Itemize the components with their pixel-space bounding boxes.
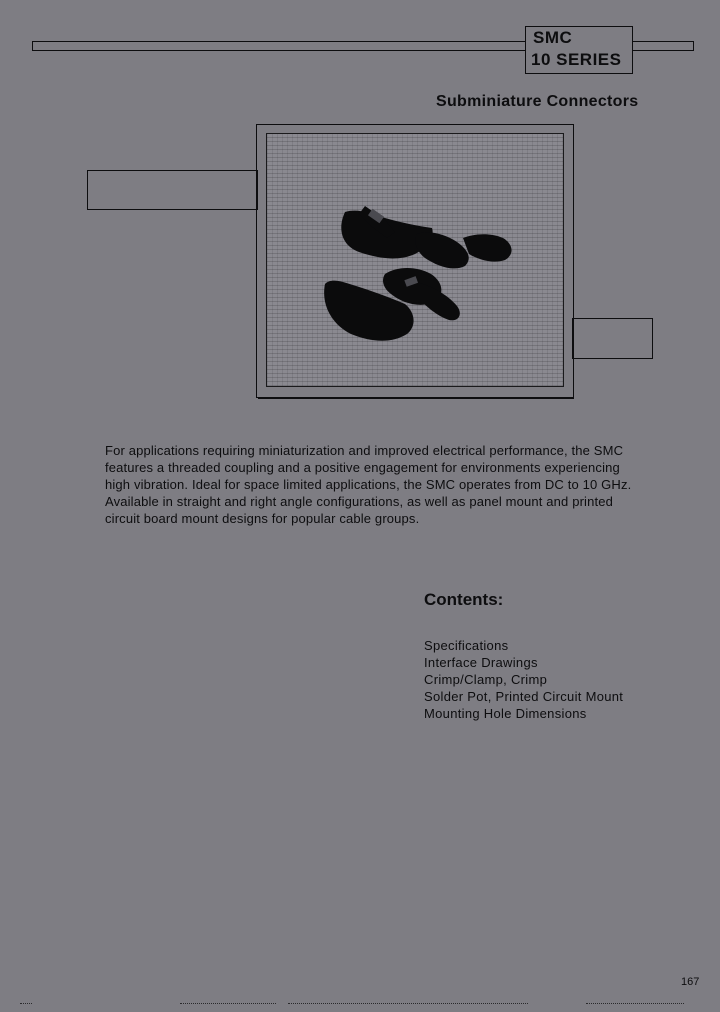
photo-frame-shadow — [258, 397, 574, 399]
scan-dots-right — [586, 1003, 684, 1004]
scan-dots-left — [20, 1003, 32, 1004]
connector-photo — [266, 133, 564, 387]
contents-item-specifications: Specifications — [424, 638, 509, 653]
contents-heading: Contents: — [424, 590, 504, 609]
contents-list — [424, 637, 623, 722]
series-subtitle: 10 SERIES — [531, 50, 622, 69]
contents-item-mounting-hole: Mounting Hole Dimensions — [424, 706, 587, 721]
connector-image — [267, 134, 563, 386]
callout-box-right — [572, 318, 653, 359]
callout-box-left — [87, 170, 258, 210]
scan-dots-center — [288, 1003, 528, 1004]
scan-dots-middle — [180, 1003, 276, 1004]
series-title: SMC — [533, 28, 573, 47]
intro-paragraph: For applications requiring miniaturization and improved electrical performance, the SMC features a threaded coupling and a positive engagement for environments experiencing high vibration. Ideal for space limited applications, the SMC operates from DC to 10 GHz. Available in straight and right angle configurations, as well as panel mount and printed circuit board mount designs for popular cable groups. — [105, 443, 632, 526]
page-number: 167 — [681, 976, 700, 988]
contents-item-crimp-clamp: Crimp/Clamp, Crimp — [424, 672, 548, 687]
contents-item-interface-drawings: Interface Drawings — [424, 655, 538, 670]
page-title: Subminiature Connectors — [436, 93, 639, 110]
contents-item-solder-pot: Solder Pot, Printed Circuit Mount — [424, 689, 624, 704]
